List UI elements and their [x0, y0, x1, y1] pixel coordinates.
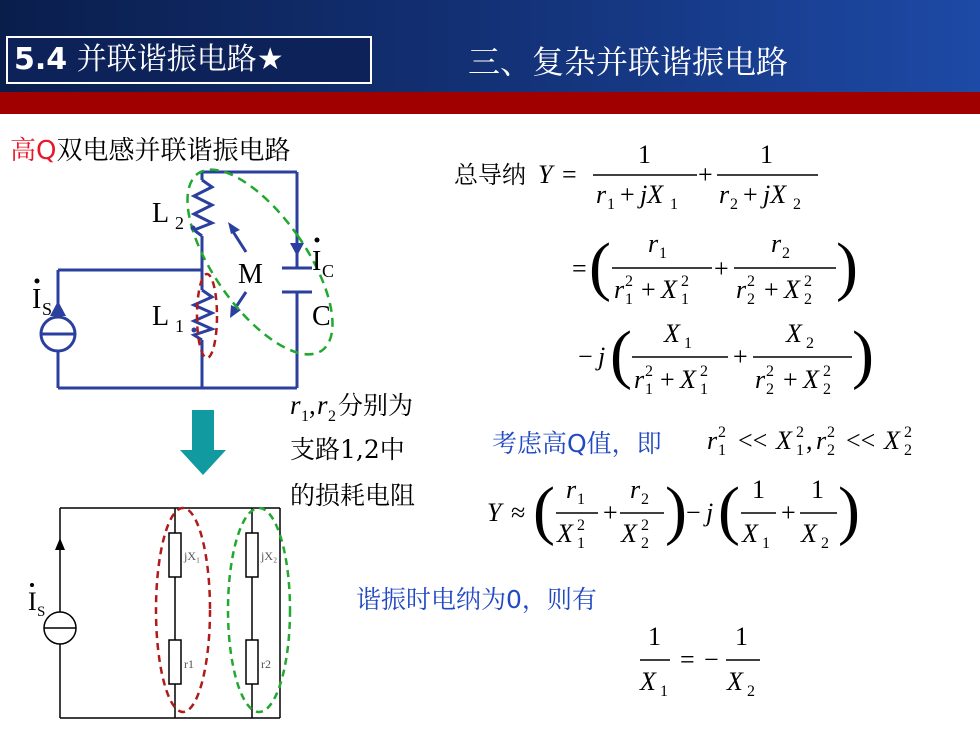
svg-text:2: 2 — [827, 442, 835, 459]
svg-text:r: r — [736, 275, 747, 304]
svg-text:1: 1 — [660, 683, 668, 700]
svg-text:1: 1 — [760, 140, 773, 169]
label-L2-sub: 2 — [175, 213, 184, 233]
svg-text:1: 1 — [301, 408, 309, 425]
svg-text:r: r — [290, 390, 301, 420]
label-Is-sub: S — [42, 299, 53, 319]
subtitle-highlight: 高Q — [10, 136, 57, 166]
label-r1: r1 — [184, 657, 194, 671]
svg-text:1: 1 — [684, 335, 692, 352]
svg-text:2: 2 — [625, 273, 633, 290]
svg-text:X: X — [801, 519, 817, 548]
section-title: 并联谐振电路★ — [76, 42, 284, 77]
svg-text:+: + — [641, 275, 656, 304]
svg-text:−: − — [686, 498, 701, 527]
svg-text:=: = — [562, 160, 577, 189]
svg-text:X: X — [621, 519, 637, 548]
svg-text:+: + — [733, 342, 748, 371]
high-q-condition-text: 考虑高Q值，即 — [492, 429, 662, 458]
svg-text:r: r — [771, 229, 782, 258]
svg-text:r: r — [317, 390, 328, 420]
svg-text:2: 2 — [796, 424, 804, 441]
svg-text:,: , — [806, 426, 813, 455]
label-Ic-sub: C — [322, 261, 335, 281]
svg-text:r: r — [566, 475, 577, 504]
svg-text:r: r — [707, 426, 718, 455]
svg-text:2: 2 — [782, 245, 790, 262]
svg-text:r: r — [648, 229, 659, 258]
svg-text:1: 1 — [735, 622, 748, 651]
svg-text:1: 1 — [700, 381, 708, 398]
svg-text:X: X — [640, 667, 656, 696]
svg-text:1: 1 — [681, 291, 689, 308]
svg-text:2: 2 — [821, 535, 829, 552]
note-line-2: 支路1,2中 — [290, 435, 405, 464]
subtitle-rest: 双电感并联谐振电路 — [56, 136, 291, 166]
svg-text:+: + — [783, 365, 798, 394]
svg-text:+: + — [603, 498, 618, 527]
svg-text:(: ( — [718, 474, 740, 547]
svg-text:1: 1 — [670, 196, 678, 213]
svg-text:j: j — [598, 342, 606, 371]
svg-text:2: 2 — [681, 273, 689, 290]
svg-text:2: 2 — [806, 335, 814, 352]
svg-text:X: X — [776, 426, 792, 455]
svg-text:+: + — [698, 160, 713, 189]
svg-text:X: X — [884, 426, 900, 455]
svg-text:): ) — [665, 474, 687, 547]
svg-text:X: X — [661, 275, 677, 304]
svg-text:2: 2 — [730, 196, 738, 213]
svg-text:r: r — [719, 180, 730, 209]
label-Ic: I — [312, 246, 322, 277]
label-bottom-Is: I — [28, 587, 37, 616]
svg-text:X: X — [786, 319, 802, 348]
svg-text:r: r — [634, 365, 645, 394]
label-r2: r2 — [261, 657, 271, 671]
svg-text:1: 1 — [762, 535, 770, 552]
svg-text:X: X — [803, 365, 819, 394]
svg-text:<<: << — [846, 426, 876, 455]
svg-text:2: 2 — [827, 424, 835, 441]
label-jX1: jX₁ — [184, 549, 201, 563]
label-jX2: jX₂ — [261, 549, 278, 563]
svg-text:2: 2 — [700, 363, 708, 380]
svg-text:1: 1 — [648, 622, 661, 651]
label-bottom-Is-sub: S — [37, 604, 46, 620]
svg-text:2: 2 — [766, 381, 774, 398]
label-L1-sub: 1 — [175, 316, 184, 336]
svg-text:r: r — [755, 365, 766, 394]
svg-text:2: 2 — [641, 517, 649, 534]
svg-text:2: 2 — [747, 291, 755, 308]
svg-text:1: 1 — [638, 140, 651, 169]
note-line-3: 的损耗电阻 — [290, 481, 416, 510]
svg-text:=: = — [680, 645, 695, 674]
svg-text:(: ( — [589, 230, 611, 303]
svg-text:2: 2 — [328, 408, 336, 425]
svg-text:r: r — [630, 475, 641, 504]
svg-text:<<: << — [738, 426, 768, 455]
svg-text:+: + — [781, 498, 796, 527]
svg-text:2: 2 — [823, 363, 831, 380]
svg-text:2: 2 — [577, 517, 585, 534]
svg-text:1: 1 — [625, 291, 633, 308]
svg-text:1: 1 — [752, 475, 765, 504]
resonance-condition-text: 谐振时电纳为0，则有 — [356, 585, 597, 614]
svg-text:−: − — [704, 645, 719, 674]
svg-text:): ) — [838, 474, 860, 547]
svg-text:X: X — [557, 519, 573, 548]
svg-text:2: 2 — [823, 381, 831, 398]
svg-text:X: X — [784, 275, 800, 304]
svg-text:r: r — [596, 180, 607, 209]
total-admittance-label: 总导纳 — [454, 161, 526, 189]
svg-text:): ) — [852, 318, 874, 391]
svg-text:1: 1 — [607, 196, 615, 213]
svg-text:2: 2 — [904, 442, 912, 459]
svg-text:2: 2 — [645, 363, 653, 380]
svg-text:jX: jX — [640, 180, 664, 209]
section-number: 5.4 — [14, 42, 68, 77]
svg-text:1: 1 — [796, 442, 804, 459]
svg-text:): ) — [836, 230, 858, 303]
svg-text:r: r — [816, 426, 827, 455]
svg-text:2: 2 — [747, 273, 755, 290]
svg-text:2: 2 — [641, 535, 649, 552]
svg-text:+: + — [620, 180, 635, 209]
svg-text:+: + — [743, 180, 758, 209]
label-Is: I — [32, 284, 42, 315]
svg-text:2: 2 — [747, 683, 755, 700]
svg-text:r: r — [614, 275, 625, 304]
svg-text:1: 1 — [718, 442, 726, 459]
svg-text:Y: Y — [538, 160, 553, 189]
svg-text:1: 1 — [811, 475, 824, 504]
svg-text:2: 2 — [904, 424, 912, 441]
svg-text:X: X — [742, 519, 758, 548]
svg-text:(: ( — [533, 474, 555, 547]
svg-text:jX: jX — [763, 180, 787, 209]
svg-text:Y: Y — [487, 498, 502, 527]
svg-text:1: 1 — [659, 245, 667, 262]
svg-text:(: ( — [610, 318, 632, 391]
label-L2: L — [152, 198, 170, 229]
svg-text:+: + — [714, 254, 729, 283]
svg-text:≈: ≈ — [511, 498, 526, 527]
svg-text:j: j — [706, 498, 714, 527]
svg-text:X: X — [727, 667, 743, 696]
svg-text:+: + — [764, 275, 779, 304]
svg-text:=: = — [572, 254, 587, 283]
svg-text:2: 2 — [804, 291, 812, 308]
svg-text:−: − — [578, 342, 593, 371]
svg-text:2: 2 — [718, 424, 726, 441]
svg-text:X: X — [664, 319, 680, 348]
slide-title: 三、复杂并联谐振电路 — [468, 43, 789, 81]
svg-text:2: 2 — [804, 273, 812, 290]
label-L1: L — [152, 301, 170, 332]
svg-text:X: X — [680, 365, 696, 394]
svg-text:1: 1 — [577, 535, 585, 552]
svg-text:+: + — [660, 365, 675, 394]
svg-text:1: 1 — [645, 381, 653, 398]
svg-text:2: 2 — [766, 363, 774, 380]
label-C: C — [312, 301, 331, 332]
note-line-1: 分别为 — [338, 391, 414, 420]
svg-text:2: 2 — [641, 491, 649, 508]
svg-text:1: 1 — [577, 491, 585, 508]
label-M: M — [238, 259, 263, 290]
svg-text:,: , — [309, 390, 316, 420]
svg-text:2: 2 — [793, 196, 801, 213]
